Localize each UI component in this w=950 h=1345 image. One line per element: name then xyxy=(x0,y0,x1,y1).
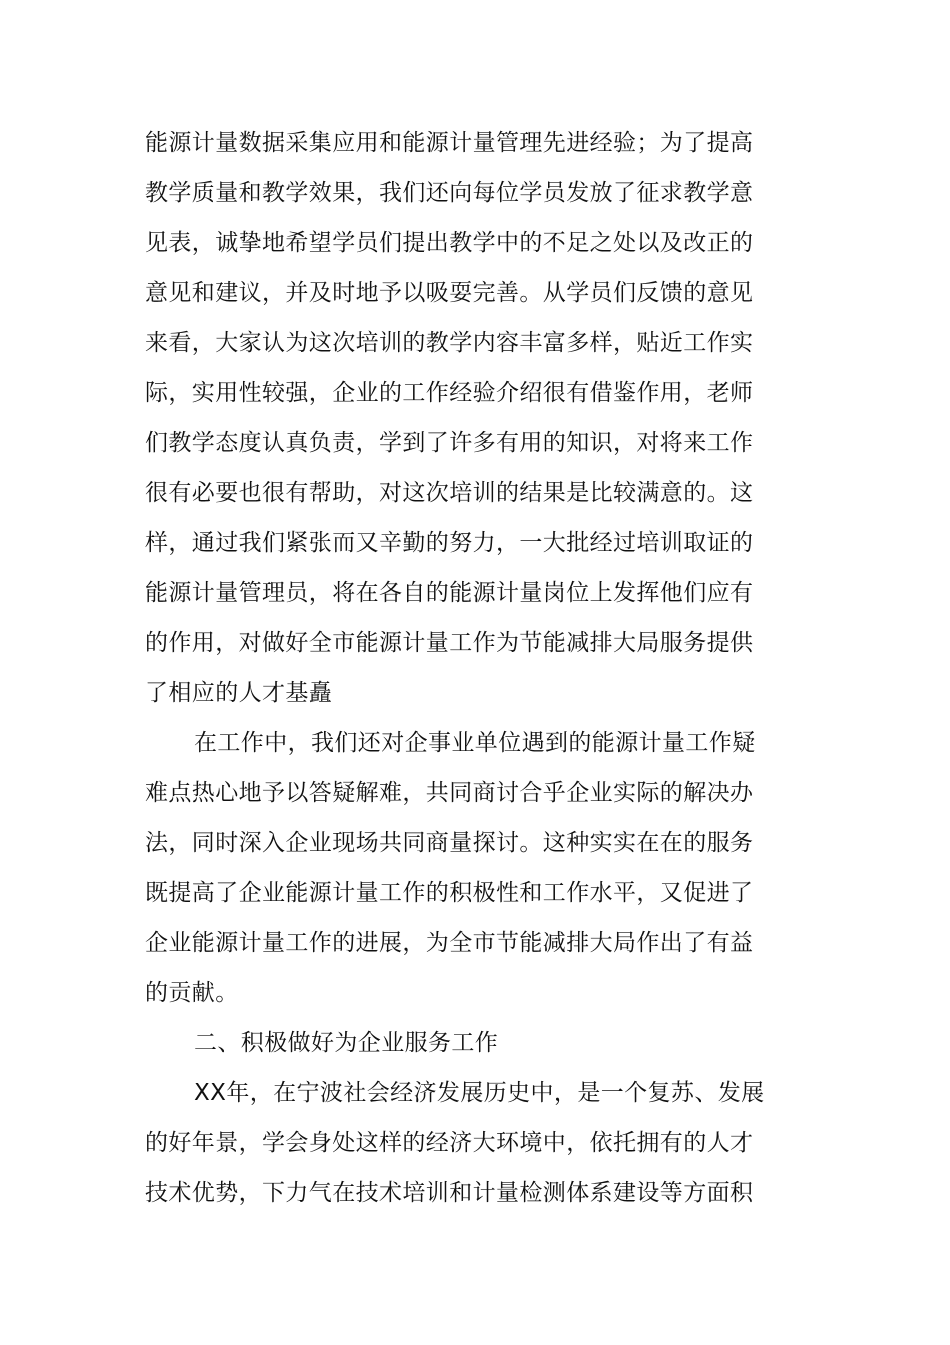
text-line: 际，实用性较强，企业的工作经验介绍很有借鉴作用，老师 xyxy=(145,380,754,406)
text-line: 的作用，对做好全市能源计量工作为节能减排大局服务提供 xyxy=(145,630,754,656)
paragraph-consulting-service xyxy=(145,718,755,1018)
text-line: 的好年景，学会身处这样的经济大环境中，依托拥有的人才 xyxy=(145,1130,754,1156)
document-body xyxy=(145,118,765,1218)
text-line: 来看，大家认为这次培训的教学内容丰富多样，贴近工作实 xyxy=(145,330,754,356)
paragraph-economic-context xyxy=(145,1068,765,1218)
section-heading: 二、积极做好为企业服务工作 xyxy=(194,1030,499,1056)
text-line: 能源计量管理员，将在各自的能源计量岗位上发挥他们应有 xyxy=(145,580,754,606)
text-line: 的贡献。 xyxy=(145,980,239,1006)
text-line: XX年，在宁波社会经济发展历史中，是一个复苏、发展 xyxy=(194,1080,765,1106)
text-line: 技术优势，下力气在技术培训和计量检测体系建设等方面积 xyxy=(145,1180,754,1206)
text-line: 样，通过我们紧张而又辛勤的努力，一大批经过培训取证的 xyxy=(145,530,754,556)
text-line: 很有必要也很有帮助，对这次培训的结果是比较满意的。这 xyxy=(145,480,754,506)
text-line: 了相应的人才基矗 xyxy=(145,680,333,706)
text-line: 意见和建议，并及时地予以吸耍完善。从学员们反馈的意见 xyxy=(145,280,754,306)
text-line: 能源计量数据采集应用和能源计量管理先进经验；为了提高 xyxy=(145,130,754,156)
text-line: 难点热心地予以答疑解难，共同商讨合乎企业实际的解决办 xyxy=(145,780,754,806)
text-line: 既提高了企业能源计量工作的积极性和工作水平，又促进了 xyxy=(145,880,754,906)
text-line: 法，同时深入企业现场共同商量探讨。这种实实在在的服务 xyxy=(145,830,754,856)
text-line: 企业能源计量工作的进展，为全市节能减排大局作出了有益 xyxy=(145,930,754,956)
text-line: 们教学态度认真负责，学到了许多有用的知识，对将来工作 xyxy=(145,430,754,456)
text-line: 教学质量和教学效果，我们还向每位学员发放了征求教学意 xyxy=(145,180,754,206)
text-line: 见表，诚挚地希望学员们提出教学中的不足之处以及改正的 xyxy=(145,230,754,256)
text-line: 在工作中，我们还对企事业单位遇到的能源计量工作疑 xyxy=(194,730,756,756)
paragraph-training-feedback xyxy=(145,118,755,718)
